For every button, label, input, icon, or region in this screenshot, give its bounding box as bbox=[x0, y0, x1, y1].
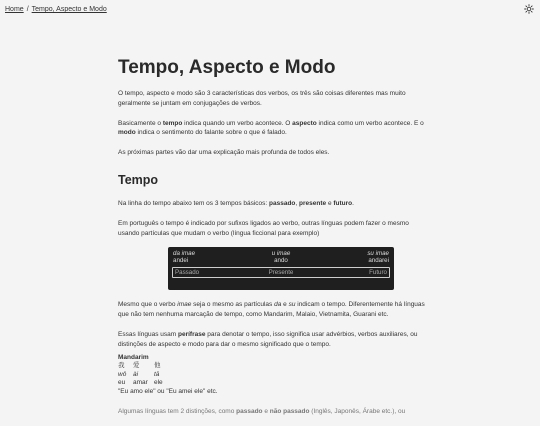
timeline-fictional-past: da imae bbox=[173, 250, 196, 258]
tempo-paragraph-2: Em português o tempo é indicado por sufixos ligados ao verbo, outras línguas podem fazer o mesmo usando partículas que mudam o verbo (língua ficcional para exemplo) bbox=[118, 219, 409, 237]
article-content bbox=[118, 56, 430, 426]
intro-paragraph-3: As próximas partes vão dar uma explicação mais profunda de todos eles. bbox=[118, 149, 330, 157]
timeline-column-future bbox=[367, 250, 389, 264]
gloss-hanzi-row: 我 爱 他 bbox=[118, 362, 161, 370]
timeline-fictional-present: u imae bbox=[271, 250, 291, 258]
gloss-portuguese-row: eu amar ele bbox=[118, 379, 163, 387]
breadcrumb-separator: / bbox=[26, 6, 29, 13]
page-title: Tempo, Aspecto e Modo bbox=[118, 57, 336, 78]
timeline-portuguese-future: andarei bbox=[368, 257, 389, 265]
tempo-paragraph-4: Essas línguas usam perífrase para denotar o tempo, isso significa usar advérbios, verbos auxiliares, ou distinções de aspecto e modo para dar o mesmo significado que o tempo. bbox=[118, 330, 418, 348]
tempo-paragraph-1: Na linha do tempo abaixo tem os 3 tempos básicos: passado, presente e futuro. bbox=[118, 199, 354, 207]
timeline-label-present: Presente bbox=[268, 269, 294, 277]
timeline-label-past: Passado bbox=[175, 269, 200, 277]
mandarin-gloss bbox=[118, 354, 430, 397]
intro-paragraph-1: O tempo, aspecto e modo são 3 características dos verbos, os três são coisas diferentes mas muito geralmente se juntam em conjugações de verbos. bbox=[118, 90, 406, 107]
timeline-portuguese-present: ando bbox=[274, 257, 288, 265]
timeline-column-present bbox=[168, 250, 394, 264]
breadcrumb bbox=[5, 6, 107, 13]
gloss-title: Mandarim bbox=[118, 353, 149, 361]
intro-paragraph-2: Basicamente o tempo indica quando um verbo acontece. O aspecto indica como um verbo acontece. E o modo indica o sentimento do falante sobre o que é falado. bbox=[118, 119, 424, 137]
sun-icon bbox=[524, 4, 534, 14]
section-title-tempo: Tempo bbox=[118, 172, 159, 187]
gloss-translation: "Eu amo ele" ou "Eu amei ele" etc. bbox=[118, 387, 218, 395]
timeline-fictional-future: su imae bbox=[367, 250, 389, 258]
theme-toggle-button[interactable] bbox=[524, 4, 534, 14]
gloss-pinyin-row: wǒ ài tā bbox=[118, 370, 160, 378]
timeline-bar bbox=[172, 267, 390, 278]
breadcrumb-home-link[interactable]: Home bbox=[5, 6, 24, 13]
timeline-visualization bbox=[168, 247, 394, 290]
timeline-portuguese-past: andei bbox=[173, 257, 189, 265]
breadcrumb-current-link[interactable]: Tempo, Aspecto e Modo bbox=[31, 6, 107, 13]
tempo-paragraph-3: Mesmo que o verbo imae seja o mesmo as partículas da e su indicam o tempo. Diferentemente há línguas que não tem nenhuma marcação de tempo, como Mandarim, Malaio, Vietnamita, Guarani etc. bbox=[118, 301, 425, 319]
top-bar bbox=[0, 0, 540, 22]
tempo-paragraph-5: Algumas línguas tem 2 distinções, como passado e não passado (Inglês, Japonês, Árabe etc.), ou bbox=[118, 407, 406, 415]
timeline-label-future: Futuro bbox=[369, 269, 387, 277]
